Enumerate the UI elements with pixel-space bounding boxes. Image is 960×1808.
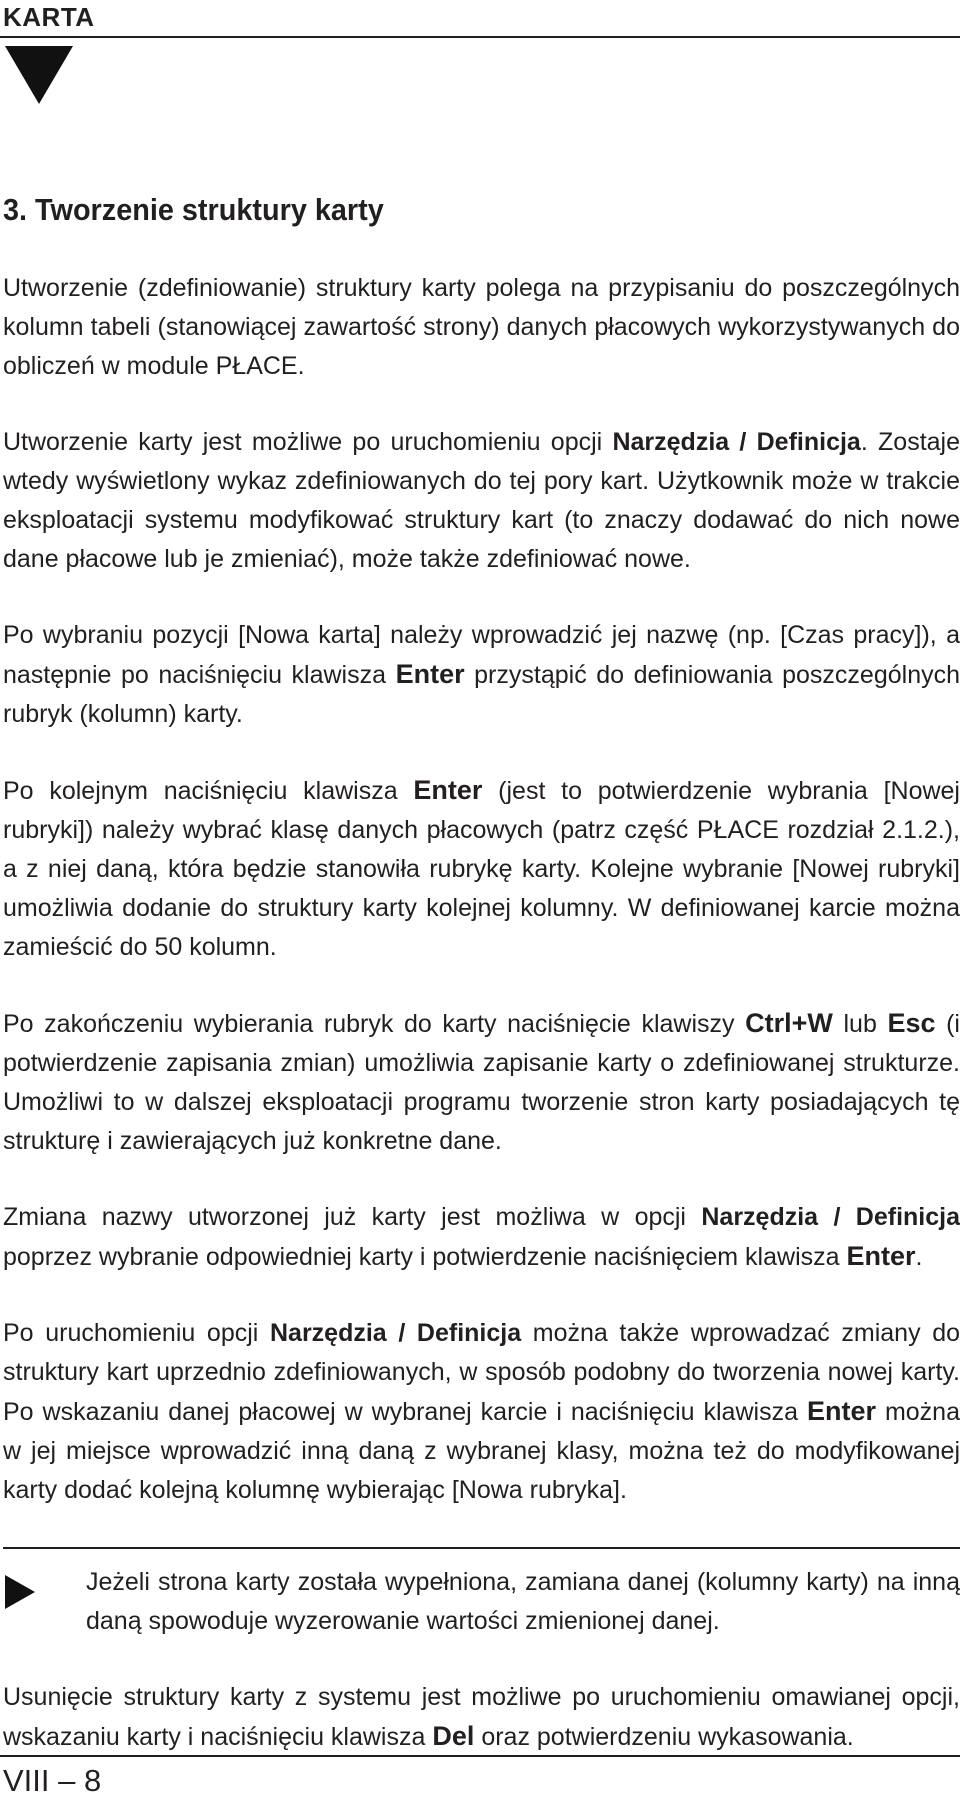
paragraph-text: można w jej miejsce wprowadzić inną daną z wybranej klasy, można też do modyfikowanej karty dodać kolejną kolumnę wybierając [Nowa rubryka]. (3, 1398, 960, 1504)
paragraph-text: Zmiana nazwy utworzonej już karty jest możliwa w opcji (3, 1203, 702, 1231)
footer-rule (0, 1755, 960, 1757)
note-box (3, 1547, 960, 1641)
menu-path: Narzędzia / Definicja (269, 1319, 522, 1347)
paragraph-3 (3, 616, 960, 734)
key-name: Enter (846, 1241, 916, 1271)
paragraph-text: można także wprowadzać zmiany do struktury kart uprzednio zdefiniowanych, w sposób podobny do tworzenia nowej karty. Po wskazaniu danej płacowej w wybranej karcie i naciśnięciu klawisza (3, 1319, 960, 1426)
paragraph-text: . Zostaje wtedy wyświetlony wykaz zdefiniowanych do tej pory kart. Użytkownik może w trakcie eksploatacji systemu modyfikować struktury kart (to znaczy dodawać do nich nowe dane płacowe lub je zmieniać), może także zdefiniować nowe. (3, 428, 960, 573)
document-body (3, 269, 960, 1794)
key-name: Enter (395, 659, 465, 689)
paragraph-text: Utworzenie (zdefiniowanie) struktury karty polega na przypisaniu do poszczególnych kolumn tabeli (stanowiącej zawartość strony) danych płacowych wykorzystywanych do obliczeń w module PŁACE. (3, 274, 960, 380)
paragraph-6 (3, 1198, 960, 1277)
paragraph-8 (3, 1678, 960, 1757)
note-text: Jeżeli strona karty została wypełniona, zamiana danej (kolumny karty) na inną daną spowoduje wyzerowanie wartości zmienionej danej. (86, 1568, 960, 1635)
paragraph-4 (3, 771, 960, 967)
menu-path: Narzędzia / Definicja (612, 428, 861, 456)
paragraph-text: Po zakończeniu wybierania rubryk do karty naciśnięcie klawiszy (3, 1010, 746, 1038)
paragraph-5 (3, 1004, 960, 1161)
header-rule (0, 36, 960, 38)
page-number: VIII – 8 (3, 1763, 102, 1798)
paragraph-text: Po kolejnym naciśnięciu klawisza (3, 777, 414, 805)
paragraph-text: Po wybraniu pozycji [Nowa karta] należy wprowadzić jej nazwę (np. [Czas pracy]), a następnie po naciśnięciu klawisza (3, 621, 960, 689)
paragraph-text: (jest to potwierdzenie wybrania [Nowej rubryki]) należy wybrać klasę danych płacowych (patrz część PŁACE rozdział 2.1.2.), a z niej daną, która będzie stanowiła rubrykę karty. Kolejne wybranie [Nowej rubryki] umożliwia dodanie do struktury karty kolejnej kolumny. W definiowanej karcie można zamieścić do 50 kolumn. (3, 777, 960, 961)
paragraph-text: . (915, 1243, 923, 1271)
key-name: Enter (806, 1396, 876, 1426)
paragraph-text: (i potwierdzenie zapisania zmian) umożliwia zapisanie karty o zdefiniowanej strukturze. Umożliwi to w dalszej eksploatacji programu tworzenie stron karty posiadających tę strukturę i zawierających już konkretne dane. (3, 1010, 960, 1155)
paragraph-text: Utworzenie karty jest możliwe po uruchomieniu opcji (3, 428, 613, 456)
paragraph-1 (3, 269, 960, 386)
note-arrow-icon (5, 1575, 35, 1609)
section-title: 3. Tworzenie struktury karty (3, 192, 384, 227)
key-name: Enter (413, 775, 483, 805)
chapter-marker-triangle-icon (5, 46, 73, 104)
paragraph-2 (3, 423, 960, 579)
chapter-label: KARTA (3, 2, 95, 32)
paragraph-text: Usunięcie struktury karty z systemu jest możliwe po uruchomieniu omawianej opcji, wskazaniu karty i naciśnięciu klawisza (3, 1683, 960, 1751)
paragraph-text: lub (832, 1010, 888, 1038)
paragraph-text: Po uruchomieniu opcji (3, 1319, 270, 1347)
menu-path: Narzędzia / Definicja (701, 1203, 960, 1231)
paragraph-text: przystąpić do definiowania poszczególnych rubryk (kolumn) karty. (3, 661, 960, 728)
key-name: Esc (887, 1008, 936, 1038)
key-name: Del (432, 1721, 475, 1751)
key-name: Ctrl+W (745, 1008, 833, 1038)
paragraph-text: poprzez wybranie odpowiedniej karty i potwierdzenie naciśnięciem klawisza (3, 1243, 847, 1271)
paragraph-text: oraz potwierdzeniu wykasowania. (474, 1723, 854, 1751)
paragraph-7 (3, 1314, 960, 1510)
